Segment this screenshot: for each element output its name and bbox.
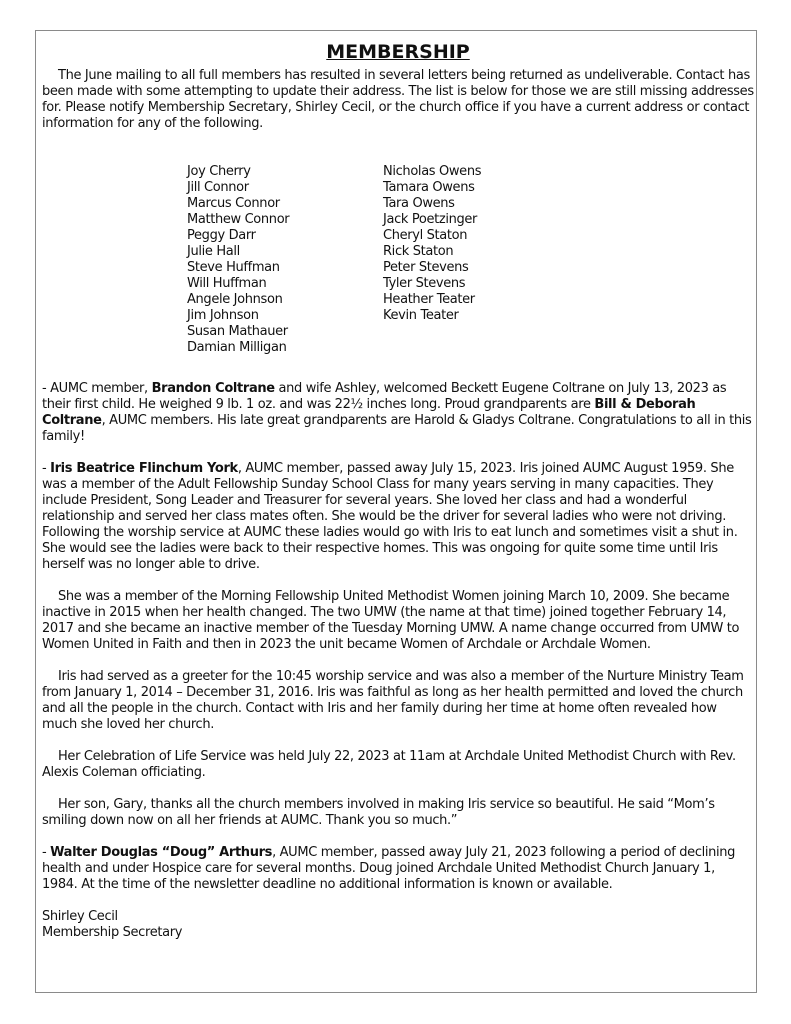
member-name-left-2: Marcus Connor bbox=[187, 196, 280, 211]
signature-role: Membership Secretary bbox=[42, 925, 183, 940]
member-name-right-0: Nicholas Owens bbox=[383, 164, 482, 179]
intro-paragraph: The June mailing to all full members has resulted in several letters being returned as undeliverable. Contact has been made with some attempting to update their address. The list is below for those we are still missing addresses for. Please notify Membership Secretary, Shirley Cecil, or the church office if you have a current address or contact information for any of the following. bbox=[42, 68, 754, 131]
member-name-left-4: Peggy Darr bbox=[187, 228, 256, 243]
member-name-left-6: Steve Huffman bbox=[187, 260, 280, 275]
member-name-right-5: Rick Staton bbox=[383, 244, 454, 259]
iris-obituary-paragraph-3: Iris had served as a greeter for the 10:45 worship service and was also a member of the Nurture Ministry Team from January 1, 2014 – December 31, 2016. Iris was faithful as long as her health permitted and loved the church and all the people in the church. Contact with Iris and her family during her time at home often revealed how much she loved her church. bbox=[42, 669, 744, 732]
member-name-right-9: Kevin Teater bbox=[383, 308, 459, 323]
member-name-right-4: Cheryl Staton bbox=[383, 228, 468, 243]
iris-name: Iris Beatrice Flinchum York bbox=[50, 461, 238, 476]
member-name-right-7: Tyler Stevens bbox=[383, 276, 466, 291]
member-name-left-11: Damian Milligan bbox=[187, 340, 287, 355]
member-name-left-7: Will Huffman bbox=[187, 276, 267, 291]
membership-article bbox=[42, 40, 754, 941]
iris-lead: - bbox=[42, 461, 51, 476]
walter-obituary bbox=[42, 845, 754, 893]
member-name-right-6: Peter Stevens bbox=[383, 260, 469, 275]
member-name-right-1: Tamara Owens bbox=[383, 180, 475, 195]
member-name-left-9: Jim Johnson bbox=[187, 308, 259, 323]
birth-text-2: , AUMC members. His late great grandparents are Harold & Gladys Coltrane. Congratulations to all in this family! bbox=[42, 413, 752, 444]
iris-obituary-paragraph-2: She was a member of the Morning Fellowship United Methodist Women joining March 10, 2009. She became inactive in 2015 when her health changed. The two UMW (the name at that time) joined together February 14, 2017 and she became an inactive member of the Tuesday Morning UMW. A name change occurred from UMW to Women United in Faith and then in 2023 the unit became Women of Archdale or Archdale Women. bbox=[42, 589, 740, 652]
names-column-right bbox=[383, 164, 579, 356]
birth-grandparents: Bill & Deborah Coltrane bbox=[42, 397, 696, 428]
signature-name: Shirley Cecil bbox=[42, 909, 118, 924]
member-name-left-5: Julie Hall bbox=[187, 244, 240, 259]
member-name-left-1: Jill Connor bbox=[187, 180, 249, 195]
names-column-left bbox=[187, 164, 383, 356]
member-name-left-0: Joy Cherry bbox=[187, 164, 251, 179]
walter-lead: - bbox=[42, 845, 51, 860]
iris-text-1: , AUMC member, passed away July 15, 2023. Iris joined AUMC August 1959. She was a member of the Adult Fellowship Sunday School Class for many years serving in many capacities. They include President, Song Leader and Treasurer for several years. She loved her class and had a wonderful relationship and served her class mates often. She would be the driver for several ladies who were not driving. Following the worship service at AUMC these ladies would go with Iris to eat lunch and sometimes visit a shut in. She would see the ladies were back to their respective homes. This was ongoing for quite some time until Iris herself was no longer able to drive. bbox=[42, 461, 738, 572]
birth-announcement bbox=[42, 381, 754, 445]
signature-block bbox=[42, 909, 754, 941]
member-name-left-10: Susan Mathauer bbox=[187, 324, 288, 339]
walter-text: , AUMC member, passed away July 21, 2023 following a period of declining health and under Hospice care for several months. Doug joined Archdale United Methodist Church January 1, 1984. At the time of the newsletter deadline no additional information is known or available. bbox=[42, 845, 736, 892]
birth-text-1: and wife Ashley, welcomed Beckett Eugene Coltrane on July 13, 2023 as their first child. He weighed 9 lb. 1 oz. and was 22½ inches long. Proud grandparents are bbox=[42, 381, 727, 412]
iris-obituary-paragraph-4: Her Celebration of Life Service was held July 22, 2023 at 11am at Archdale United Methodist Church with Rev. Alexis Coleman officiating. bbox=[42, 749, 736, 780]
member-name-left-8: Angele Johnson bbox=[187, 292, 283, 307]
missing-address-list bbox=[187, 164, 754, 356]
birth-parent-name: Brandon Coltrane bbox=[151, 381, 275, 396]
birth-lead: - AUMC member, bbox=[42, 381, 152, 396]
iris-obituary-paragraph-1 bbox=[42, 461, 754, 573]
iris-obituary-paragraph-5: Her son, Gary, thanks all the church members involved in making Iris service so beautiful. He said “Mom’s smiling down now on all her friends at AUMC. Thank you so much.” bbox=[42, 797, 715, 828]
member-name-right-3: Jack Poetzinger bbox=[383, 212, 478, 227]
page-title: MEMBERSHIP bbox=[326, 41, 470, 63]
member-name-right-2: Tara Owens bbox=[383, 196, 455, 211]
member-name-right-8: Heather Teater bbox=[383, 292, 475, 307]
member-name-left-3: Matthew Connor bbox=[187, 212, 290, 227]
walter-name: Walter Douglas “Doug” Arthurs bbox=[50, 845, 273, 860]
